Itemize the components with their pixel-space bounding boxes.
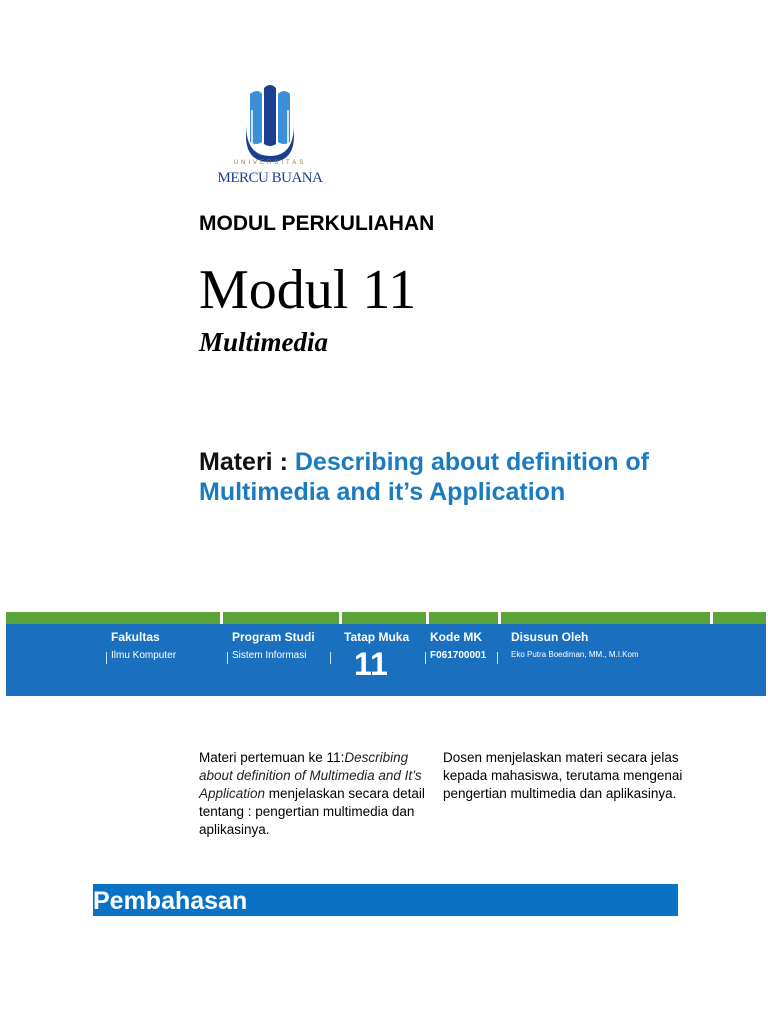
info-col-header: Fakultas	[111, 630, 160, 644]
info-col-disusun-oleh	[511, 630, 661, 662]
info-separator	[106, 652, 107, 664]
info-col-header: Kode MK	[430, 630, 482, 644]
materi-heading	[199, 447, 719, 507]
info-bar-accent	[6, 612, 766, 624]
mercu-buana-emblem-icon	[200, 84, 340, 162]
info-col-header: Tatap Muka	[344, 630, 410, 644]
section-heading: Pembahasan	[93, 884, 678, 916]
info-col-value: Sistem Informasi	[232, 650, 307, 661]
description-right: Dosen menjelaskan materi secara jelas kepada mahasiswa, terutama mengenai pengertian multimedia dan aplikasinya.	[443, 750, 683, 801]
materi-label: Materi :	[199, 448, 288, 476]
university-logo	[200, 84, 340, 194]
logo-university-label: UNIVERSITAS	[233, 160, 307, 166]
info-separator	[330, 652, 331, 664]
description-left-italic: Describing about definition of Multimedia and It’s Application	[199, 750, 422, 801]
module-subtitle: Multimedia	[199, 327, 329, 357]
info-col-value: F061700001	[430, 650, 487, 661]
info-col-value: 11	[354, 646, 388, 682]
info-col-fakultas	[111, 630, 176, 661]
info-separator	[425, 652, 426, 664]
info-separator	[497, 652, 498, 664]
logo-university-name: MERCU BUANA	[217, 170, 323, 186]
module-kicker: MODUL PERKULIAHAN	[199, 212, 435, 235]
info-col-program-studi	[232, 630, 315, 661]
description-left-suffix: menjelaskan secara detail tentang : pengertian multimedia dan aplikasinya.	[199, 786, 425, 837]
info-col-kode-mk	[430, 630, 486, 661]
info-col-tatap-muka	[344, 630, 409, 683]
module-title: Modul 11	[199, 259, 417, 321]
info-separator	[227, 652, 228, 664]
info-col-value: Ilmu Komputer	[111, 650, 177, 661]
description-left-prefix: Materi pertemuan ke 11:	[199, 750, 345, 765]
materi-text: Describing about definition of Multimedia and it’s Application	[199, 448, 650, 506]
info-col-header: Program Studi	[232, 630, 315, 644]
description-left	[199, 749, 434, 839]
info-col-header: Disusun Oleh	[511, 630, 589, 644]
info-col-value: Eko Putra Boediman, MM., M.I.Kom	[511, 650, 639, 659]
